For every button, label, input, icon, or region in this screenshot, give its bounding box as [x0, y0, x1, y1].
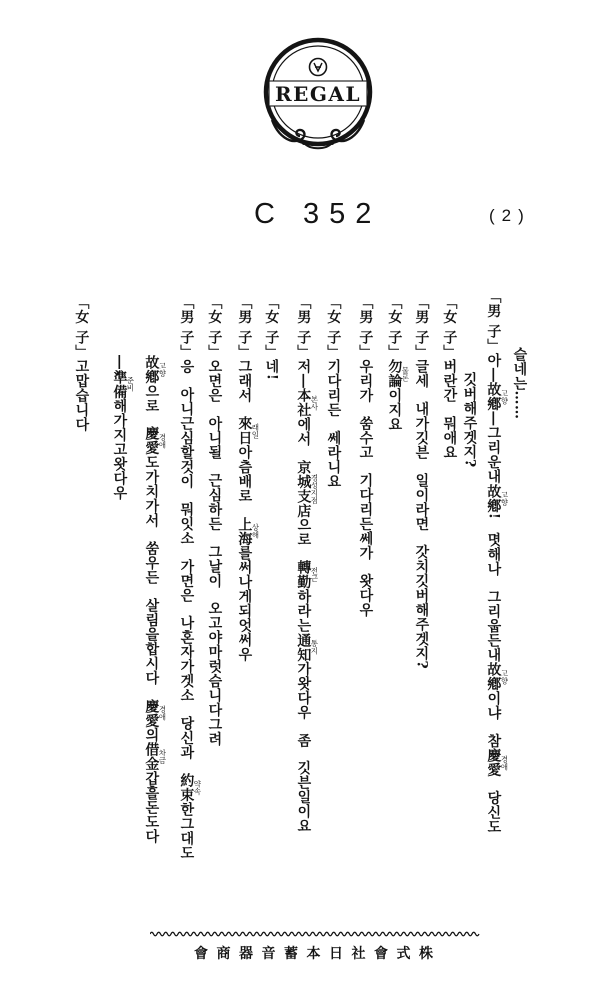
lyric-column — [441, 295, 456, 460]
lyric-column — [386, 295, 409, 432]
lyric-text: 기다리든 쎄라니요 — [325, 359, 342, 489]
lyric-text: 갑흘돈도다 — [143, 771, 160, 844]
speaker-label: 「女 子」 — [386, 295, 403, 360]
glossed-hanja — [143, 698, 167, 728]
catalog-number: C 352 — [254, 198, 382, 230]
lyric-text: 네! — [263, 359, 280, 381]
hanja-text: 慶愛 — [485, 748, 502, 778]
hanja-text: 故鄕 — [485, 662, 502, 692]
hanja-text: 故鄕 — [143, 355, 160, 384]
glossed-hanja — [485, 748, 509, 778]
hangul-reading: 고향 — [499, 382, 509, 412]
hanja-text: 故鄕 — [485, 382, 502, 412]
glossed-hanja — [143, 426, 167, 456]
hangul-reading: 경성지점 — [309, 459, 319, 518]
lyric-text: 아― — [485, 353, 502, 383]
lyric-text: 그래서 — [236, 359, 253, 417]
lyric-text: 해가지고왓다우 — [111, 398, 128, 500]
lyric-text: 우리가 쑴수고 기다리든쎄가 왓다우 — [357, 359, 374, 617]
glossed-hanja — [485, 483, 509, 513]
hangul-reading: 상해 — [250, 516, 260, 546]
speaker-label: 「男 子」 — [485, 289, 502, 354]
lyric-text: 당신도 — [485, 777, 502, 835]
lyric-column — [357, 295, 372, 617]
glossed-hanja — [236, 516, 260, 546]
hangul-reading: 본사 — [309, 388, 319, 418]
lyric-column — [73, 295, 88, 432]
hangul-reading: 고향 — [499, 662, 509, 692]
speaker-label: 「男 子」 — [178, 295, 195, 360]
lyric-column — [413, 295, 428, 669]
speaker-label: 「女 子」 — [206, 295, 223, 360]
hanja-text: 通知 — [295, 632, 312, 662]
glossed-hanja — [386, 359, 410, 389]
hangul-reading: 통지 — [309, 632, 319, 662]
hanja-text: 來日 — [236, 416, 253, 446]
publisher-name: 會商器音蓄本日社會式株 — [194, 946, 442, 962]
lyric-text: 를써나게되엇써우 — [236, 545, 253, 662]
hangul-reading: 경애 — [499, 748, 509, 778]
lyric-text: 하라는 — [295, 589, 312, 633]
glossed-hanja — [485, 662, 509, 692]
glossed-hanja — [143, 355, 167, 384]
speaker-label: 「男 子」 — [413, 295, 430, 360]
lyric-text: 으로 — [143, 384, 160, 427]
lyric-column — [461, 372, 476, 468]
hanja-text: 上海 — [236, 516, 253, 546]
hanja-text: 準備 — [111, 369, 128, 399]
hanja-text: 勿論 — [386, 359, 403, 389]
hangul-reading: 전근 — [309, 560, 319, 590]
glossed-hanja — [485, 382, 509, 412]
hangul-reading: 고향 — [157, 355, 167, 384]
lyric-text: 가왓다우 좀 깃븐일이요 — [295, 661, 312, 834]
lyric-text: 버란간 뭐애요 — [441, 359, 458, 460]
lyric-text: 도가치가서 쑴우든 살림을합시다 — [143, 455, 160, 699]
glossed-hanja — [295, 388, 319, 418]
lyric-text: 으로 — [295, 517, 312, 561]
speaker-label: 「女 子」 — [73, 295, 90, 360]
lyric-text: 한그대도 — [178, 802, 195, 861]
hanja-text: 轉勤 — [295, 560, 312, 590]
glossed-hanja — [295, 632, 319, 662]
speaker-label: 「男 子」 — [295, 295, 312, 360]
lyric-column — [236, 295, 259, 662]
lyric-text: 슬네는…… — [511, 347, 528, 420]
lyric-text: 의 — [143, 727, 160, 742]
hangul-reading: 물론 — [400, 359, 410, 389]
lyric-text: 응 아니근심할것이 뭐잇소 가면은 나혼자가겟소 당신과 — [178, 359, 195, 774]
page-number: (2) — [489, 206, 531, 225]
glossed-hanja — [236, 416, 260, 446]
lyric-text: 아츰배로 — [236, 445, 253, 517]
wavy-divider — [150, 927, 480, 941]
lyric-text: 이지요 — [386, 388, 403, 432]
wavy-divider-line — [150, 932, 479, 936]
hangul-reading: 경애 — [157, 426, 167, 456]
lyric-column — [263, 295, 278, 381]
speaker-label: 「女 子」 — [325, 295, 342, 360]
hangul-reading: 경애 — [157, 698, 167, 728]
lyric-column — [295, 295, 318, 833]
lyric-text: ! 몃해나 그리웁든내 — [485, 512, 502, 663]
lyric-text: 저― — [295, 359, 312, 389]
speaker-label: 「女 子」 — [263, 295, 280, 360]
hangul-reading: 래일 — [250, 416, 260, 446]
glossed-hanja — [178, 773, 202, 803]
hanja-text: 慶愛 — [143, 698, 160, 728]
lyric-text: 이냐 참 — [485, 691, 502, 749]
speaker-label: 「女 子」 — [441, 295, 458, 360]
hangul-reading: 준비 — [125, 369, 135, 399]
lyric-column — [143, 355, 166, 844]
glossed-hanja — [295, 560, 319, 590]
speaker-label: 「男 子」 — [236, 295, 253, 360]
lyric-text: 글세 내가깃븐 일이라면 갓치깃버해주겟지? — [413, 359, 430, 670]
lyric-column — [178, 295, 201, 860]
glossed-hanja — [111, 369, 135, 399]
logo-brand-text: REGAL — [274, 82, 362, 106]
glossed-hanja — [295, 459, 319, 518]
hanja-text: 約束 — [178, 773, 195, 803]
hanja-text: 慶愛 — [143, 426, 160, 456]
lyric-text: ―그리운내 — [485, 411, 502, 484]
lyric-column — [511, 347, 526, 420]
lyric-text: 에서 — [295, 417, 312, 460]
lyric-text: 고맙습니다 — [73, 359, 90, 432]
lyric-text: 오면은 아니될 근심하든 그날이 오고야마럿슴니다그려 — [206, 359, 223, 747]
lyric-column — [325, 295, 340, 489]
lyric-column — [485, 289, 508, 834]
hangul-reading: 약속 — [192, 773, 202, 803]
lyric-column — [111, 355, 134, 500]
glossed-hanja — [143, 742, 167, 771]
lyric-column — [206, 295, 221, 746]
hangul-reading: 고향 — [499, 483, 509, 513]
hanja-text: 本社 — [295, 388, 312, 418]
lyric-text: ― — [111, 355, 128, 370]
hanja-text: 借金 — [143, 742, 160, 771]
hanja-text: 故鄕 — [485, 483, 502, 513]
hanja-text: 京城支店 — [295, 459, 312, 518]
lyric-text: 깃버해주겟지? — [461, 372, 478, 468]
hangul-reading: 차금 — [157, 742, 167, 771]
speaker-label: 「男 子」 — [357, 295, 374, 360]
